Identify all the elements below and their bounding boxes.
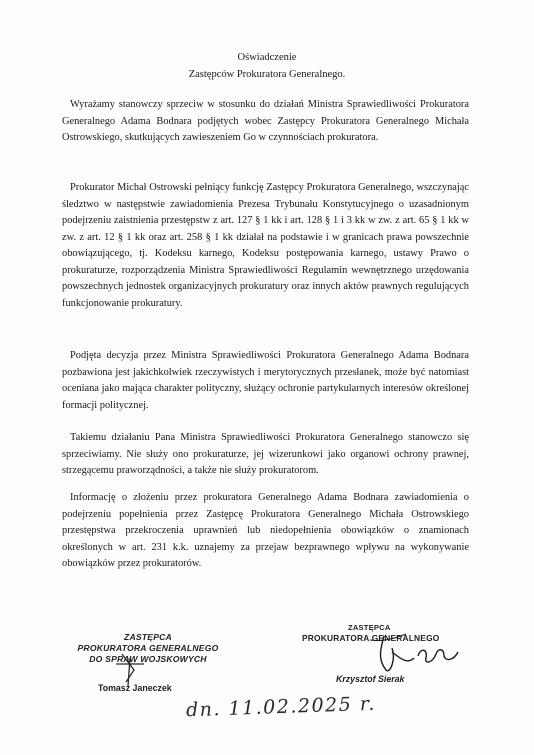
left-signatory-name: Tomasz Janeczek	[98, 683, 172, 693]
right-signatory-name: Krzysztof Sierak	[336, 674, 405, 684]
paragraph-4: Takiemu działaniu Pana Ministra Sprawiedliwości Prokuratora Generalnego stanowczo się sprzeciwiamy. Nie służy ono prokuraturze, jej wizerunkowi jako organowi ochrony prawnej, strzegącemu praworządności, a także nie służy prokuratorom.	[62, 432, 469, 476]
left-stamp-line-3: DO SPRAW WOJSKOWYCH	[89, 654, 207, 664]
left-stamp-line-2: PROKURATORA GENERALNEGO	[77, 643, 219, 653]
paragraph-5: Informację o złożeniu przez prokuratora Generalnego Adama Bodnara zawiadomienia o podejrzeniu popełnienia przez Zastępcę Prokuratora Generalnego Michała Ostrowskiego przestępstwa przekroczenia uprawnień lub niedopełnienia obowiązków o znamionach określonych w art. 231 k.k. uznajemy za przejaw bezprawnego wpływu na wykonywanie obowiązków przez prokuratorów.	[62, 492, 469, 569]
right-stamp-line-1: ZASTĘPCA	[348, 623, 391, 632]
paragraph-1: Wyrażamy stanowczy sprzeciw w stosunku do działań Ministra Sprawiedliwości Prokuratora Generalnego Adama Bodnara podjętych wobec Zastępcy Prokuratora Generalnego Michała Ostrowskiego, skutkujących zawieszeniem Go w czynnościach prokuratora.	[62, 99, 469, 143]
left-stamp-line-1: ZASTĘPCA	[124, 632, 172, 642]
document-title: Oświadczenie	[237, 52, 297, 63]
right-stamp-line-2: PROKURATORA GENERALNEGO	[302, 633, 440, 643]
document-subtitle: Zastępców Prokuratora Generalnego.	[188, 69, 346, 80]
paragraph-2: Prokurator Michał Ostrowski pełniący funkcję Zastępcy Prokuratora Generalnego, wszczynając śledztwo w następstwie zawiadomienia Prezesa Trybunału Konstytucyjnego o uzasadnionym podejrzeniu zaistnienia przestępstw z art. 127 § 1 kk i art. 128 § 1 i 3 kk w zw. z art. 65 § 1 kk w zw. z art. 12 § 1 kk oraz art. 258 § 1 kk działał na podstawie i w granicach prawa powszechnie obowiązującego, tj. Kodeksu karnego, Kodeksu postępowania karnego, ustawy Prawo o prokuraturze, rozporządzenia Ministra Sprawiedliwości Regulamin wewnętrznego urzędowania powszechnych jednostek organizacyjnych prokuratury oraz innych aktów prawnych regulujących funkcjonowanie prokuratury.	[62, 182, 469, 309]
handwritten-date: dn. 11.02.2025 r.	[185, 692, 377, 722]
right-signature-icon	[362, 630, 472, 680]
paragraph-3: Podjęta decyzja przez Ministra Sprawiedliwości Prokuratora Generalnego Adama Bodnara pozbawiona jest jakichkolwiek rzeczywistych i merytorycznych przesłanek, może być natomiast oceniana jako mająca charakter polityczny, służący ochronie partykularnych interesów określonej formacji politycznej.	[62, 350, 469, 411]
